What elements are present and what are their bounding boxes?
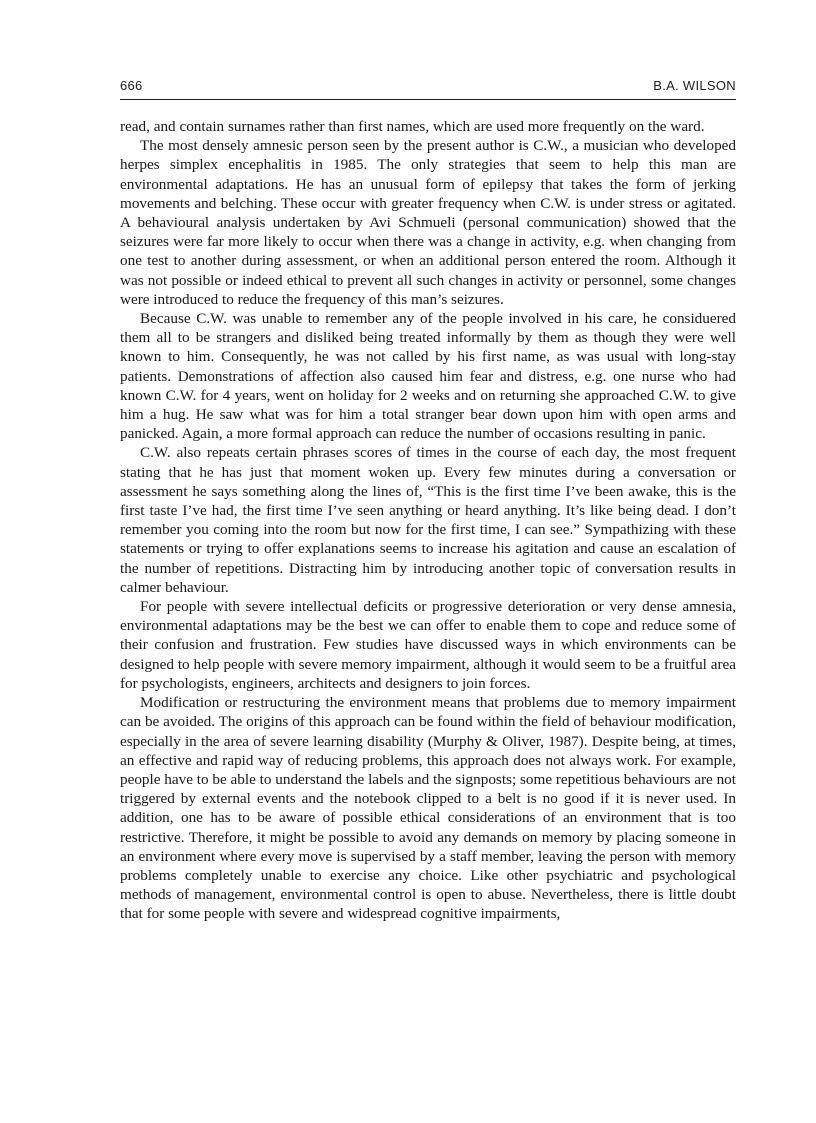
- body-text: [120, 117, 736, 924]
- paragraph-modification: Modification or restructuring the environment means that problems due to memory impairment can be avoided. The origins of this approach can be found within the field of behaviour modification, especially in the area of severe learning disability (Murphy & Oliver, 1987). Despite being, at times, an effective and rapid way of reducing problems, this approach does not always work. For example, people have to be able to understand the labels and the signposts; some repetitious behaviours are not triggered by external events and the notebook clipped to a belt is no good if it is never used. In addition, one has to be aware of possible ethical considerations of an environment that is too restrictive. Therefore, it might be possible to avoid any demands on memory by placing someone in an environment where every move is supervised by a staff member, leaving the person with memory problems completely unable to exercise any choice. Like other psychiatric and psychological methods of management, environmental control is open to abuse. Nevertheless, there is little doubt that for some people with severe and widespread cognitive impairments,: [120, 694, 736, 923]
- paragraph-continued: read, and contain surnames rather than first names, which are used more frequently on the ward.: [120, 118, 705, 135]
- paragraph-cw-musician: The most densely amnesic person seen by the present author is C.W., a musician who developed herpes simplex encephalitis in 1985. The only strategies that seem to help this man are environmental adaptations. He has an unusual form of epilepsy that takes the form of jerking movements and belching. These occur with greater frequency when C.W. is under stress or agitated. A behavioural analysis undertaken by Avi Schmueli (personal communication) showed that the seizures were far more likely to occur when there was a change in activity, e.g. when changing from one test to another during assessment, or when an additional person entered the room. Although it was not possible or indeed ethical to prevent all such changes in activity or personnel, some changes were introduced to reduce the frequency of this man’s seizures.: [120, 137, 736, 308]
- running-head-author: B.A. WILSON: [653, 78, 736, 93]
- paragraph-environmental-adaptations: For people with severe intellectual deficits or progressive deterioration or very dense amnesia, environmental adaptations may be the best we can offer to enable them to cope and reduce some of their confusion and frustration. Few studies have discussed ways in which environments can be designed to help people with severe memory impairment, although it would seem to be a fruitful area for psychologists, engineers, architects and designers to join forces.: [120, 598, 736, 692]
- paragraph-strangers: Because C.W. was unable to remember any of the people involved in his care, he considuered them all to be strangers and disliked being treated informally by them as though they were well known to him. Consequently, he was not called by his first name, as was usual with long-stay patients. Demonstrations of affection also caused him fear and distress, e.g. one nurse who had known C.W. for 4 years, went on holiday for 2 weeks and on returning she approached C.W. to give him a hug. He saw what was for him a total stranger bear down upon him with open arms and panicked. Again, a more formal approach can reduce the number of occasions resulting in panic.: [120, 310, 736, 443]
- paragraph-repeated-phrases: C.W. also repeats certain phrases scores of times in the course of each day, the most frequent stating that he has just that moment woken up. Every few minutes during a conversation or assessment he says something along the lines of, “This is the first time I’ve been awake, this is the first taste I’ve had, the first time I’ve seen anything or heard anything. It’s like being dead. I don’t remember you coming into the room but now for the first time, I can see.” Sympathizing with these statements or trying to offer explanations seems to increase his agitation and cause an escalation of the number of repetitions. Distracting him by introducing another topic of conversation results in calmer behaviour.: [120, 444, 736, 596]
- header-rule: [120, 99, 736, 100]
- running-head: [120, 78, 736, 96]
- page-number: 666: [120, 78, 143, 93]
